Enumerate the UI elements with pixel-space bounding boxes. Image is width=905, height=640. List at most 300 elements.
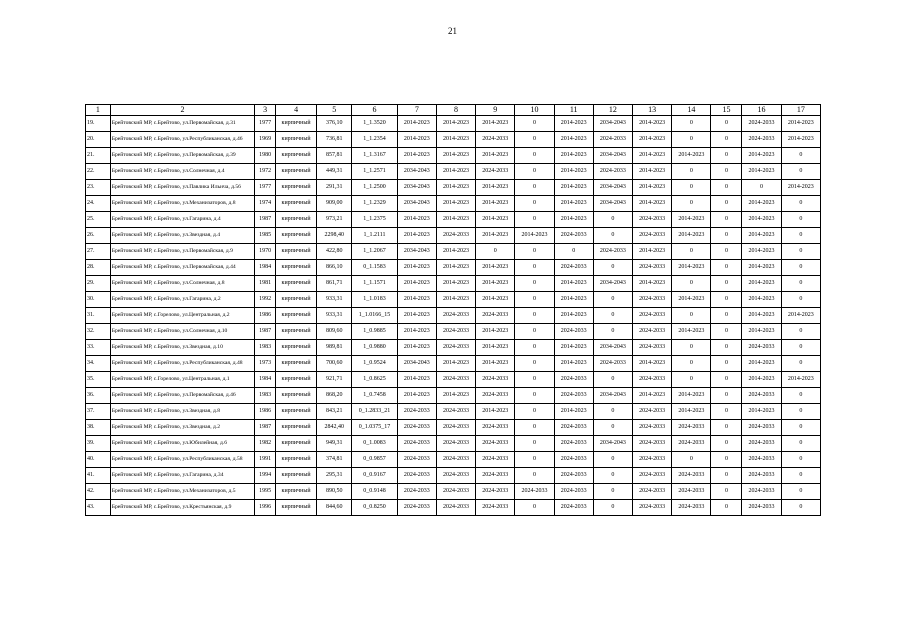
table-cell: 1992 <box>255 292 276 308</box>
table-cell: 2014-2023 <box>436 164 475 180</box>
table-cell: 1987 <box>255 212 276 228</box>
table-cell: 843,21 <box>317 404 352 420</box>
table-cell: 376,10 <box>317 116 352 132</box>
table-cell: 2014-2023 <box>633 180 672 196</box>
table-cell: 2014-2023 <box>781 372 820 388</box>
table-cell: 933,31 <box>317 292 352 308</box>
table-cell: 2024-2033 <box>672 420 711 436</box>
table-cell: 2014-2023 <box>436 260 475 276</box>
table-cell: 2014-2023 <box>781 308 820 324</box>
table-cell: 0 <box>672 356 711 372</box>
table-cell: кирпичный <box>275 228 316 244</box>
table-cell: 2024-2033 <box>593 164 632 180</box>
table-cell: 2024-2033 <box>633 308 672 324</box>
table-cell: кирпичный <box>275 324 316 340</box>
table-cell: 2024-2033 <box>554 500 593 516</box>
table-cell: 0_1.0375_17 <box>352 420 397 436</box>
table-cell: 2014-2023 <box>397 116 436 132</box>
table-cell: 1981 <box>255 276 276 292</box>
table-cell: 861,71 <box>317 276 352 292</box>
table-row <box>86 132 821 148</box>
table-cell: 2842,40 <box>317 420 352 436</box>
table-cell: 2024-2033 <box>436 340 475 356</box>
table-cell: 2024-2033 <box>397 436 436 452</box>
address-cell: Брейтовский МР, с.Брейтово, ул.Республиканская, д.58 <box>110 452 255 468</box>
table-cell: 2024-2033 <box>436 468 475 484</box>
table-cell: 0 <box>515 452 554 468</box>
table-cell: 2024-2033 <box>633 500 672 516</box>
row-number-cell: 36. <box>86 388 111 404</box>
table-cell: 0 <box>781 276 820 292</box>
table-cell: 2014-2023 <box>742 228 781 244</box>
address-cell: Брейтовский МР, с.Брейтово, ул.Первомайская, д.39 <box>110 148 255 164</box>
table-cell: 2014-2023 <box>633 148 672 164</box>
row-number-cell: 37. <box>86 404 111 420</box>
table-cell: 1_1.2375 <box>352 212 397 228</box>
table-cell: 1_1.2067 <box>352 244 397 260</box>
table-cell: 0_0.9857 <box>352 452 397 468</box>
table-cell: кирпичный <box>275 148 316 164</box>
table-cell: 2014-2023 <box>554 196 593 212</box>
table-cell: 0 <box>711 180 742 196</box>
table-cell: 0 <box>672 372 711 388</box>
address-cell: Брейтовский МР, с.Брейтово, ул.Механизаторов, д.8 <box>110 196 255 212</box>
row-number-cell: 40. <box>86 452 111 468</box>
address-cell: Брейтовский МР, с.Брейтово, ул.Гагарина, д.4 <box>110 212 255 228</box>
table-cell: 2014-2023 <box>436 244 475 260</box>
table-cell: 2014-2023 <box>476 292 515 308</box>
row-number-cell: 28. <box>86 260 111 276</box>
table-cell: 2024-2033 <box>633 260 672 276</box>
table-cell: 0_0.9167 <box>352 468 397 484</box>
table-cell: 2034-2043 <box>397 244 436 260</box>
table-cell: 2024-2033 <box>672 468 711 484</box>
table-cell: 2014-2023 <box>436 148 475 164</box>
table-cell: 2014-2023 <box>742 292 781 308</box>
table-cell: 921,71 <box>317 372 352 388</box>
table-cell: 0 <box>515 276 554 292</box>
table-cell: 2014-2023 <box>781 132 820 148</box>
table-cell: 844,60 <box>317 500 352 516</box>
table-cell: 1_0.8625 <box>352 372 397 388</box>
table-cell: 2014-2023 <box>476 212 515 228</box>
address-cell: Брейтовский МР, с.Брейтово, ул.Республиканская, д.48 <box>110 356 255 372</box>
table-cell: 2034-2043 <box>593 116 632 132</box>
table-cell: 0 <box>711 164 742 180</box>
table-cell: 2034-2043 <box>397 196 436 212</box>
table-cell: 2024-2033 <box>633 228 672 244</box>
table-cell: кирпичный <box>275 340 316 356</box>
table-cell: 2014-2023 <box>633 388 672 404</box>
row-number-cell: 26. <box>86 228 111 244</box>
table-cell: кирпичный <box>275 164 316 180</box>
table-cell: 0 <box>711 340 742 356</box>
table-cell: 1995 <box>255 484 276 500</box>
table-cell: 0 <box>515 324 554 340</box>
table-cell: 736,81 <box>317 132 352 148</box>
table-cell: 0 <box>593 420 632 436</box>
table-cell: 1987 <box>255 324 276 340</box>
row-number-cell: 31. <box>86 308 111 324</box>
table-cell: 0 <box>515 404 554 420</box>
table-cell: 2014-2023 <box>554 340 593 356</box>
table-cell: 2024-2033 <box>554 372 593 388</box>
table-cell: 2014-2023 <box>742 164 781 180</box>
table-cell: 1984 <box>255 260 276 276</box>
column-header: 3 <box>255 105 276 116</box>
table-cell: 1977 <box>255 116 276 132</box>
column-header: 13 <box>633 105 672 116</box>
table-cell: 2014-2023 <box>633 356 672 372</box>
table-cell: 0 <box>711 452 742 468</box>
table-cell: 2024-2033 <box>554 468 593 484</box>
address-cell: Брейтовский МР, с.Брейтово, ул.Солнечная, д.4 <box>110 164 255 180</box>
table-cell: 0 <box>711 420 742 436</box>
table-cell: 0 <box>593 404 632 420</box>
table-cell: 0 <box>672 196 711 212</box>
table-cell: 2024-2033 <box>476 388 515 404</box>
table-cell: 0 <box>781 420 820 436</box>
table-cell: 2014-2023 <box>672 324 711 340</box>
table-cell: 2014-2023 <box>554 356 593 372</box>
table-cell: 374,81 <box>317 452 352 468</box>
table-cell: 2024-2033 <box>633 212 672 228</box>
table-cell: 2014-2023 <box>742 324 781 340</box>
table-cell: 2014-2023 <box>476 324 515 340</box>
table-cell: 1_1.2571 <box>352 164 397 180</box>
table-cell: 2014-2023 <box>476 404 515 420</box>
row-number-cell: 35. <box>86 372 111 388</box>
table-cell: 0 <box>672 452 711 468</box>
table-cell: 0 <box>711 324 742 340</box>
table-cell: 2024-2033 <box>436 500 475 516</box>
table-cell: 2024-2033 <box>633 420 672 436</box>
table-cell: 2024-2033 <box>633 452 672 468</box>
table-cell: 2024-2033 <box>672 436 711 452</box>
table-row <box>86 244 821 260</box>
table-cell: 0 <box>711 148 742 164</box>
table-cell: кирпичный <box>275 260 316 276</box>
table-cell: кирпичный <box>275 500 316 516</box>
table-cell: 2014-2023 <box>742 260 781 276</box>
table-cell: 2014-2023 <box>672 292 711 308</box>
table-cell: 2014-2023 <box>436 356 475 372</box>
table-cell: 2014-2023 <box>742 148 781 164</box>
table-cell: 1_1.2354 <box>352 132 397 148</box>
table-cell: 2014-2023 <box>554 116 593 132</box>
table-cell: 0 <box>515 500 554 516</box>
table-row <box>86 164 821 180</box>
table-cell: 2034-2043 <box>593 148 632 164</box>
table-header-row <box>86 105 821 116</box>
table-cell: 0 <box>711 116 742 132</box>
table-cell: 0 <box>672 340 711 356</box>
table-cell: 2014-2023 <box>436 212 475 228</box>
table-cell: 2024-2033 <box>397 468 436 484</box>
table-cell: кирпичный <box>275 196 316 212</box>
table-cell: 2014-2023 <box>742 356 781 372</box>
table-cell: 1_1.1571 <box>352 276 397 292</box>
column-header: 10 <box>515 105 554 116</box>
table-cell: 2024-2033 <box>633 404 672 420</box>
table-cell: кирпичный <box>275 276 316 292</box>
table-cell: 2024-2033 <box>633 484 672 500</box>
row-number-cell: 39. <box>86 436 111 452</box>
table-cell: 0 <box>711 388 742 404</box>
table-cell: 2034-2043 <box>593 196 632 212</box>
table-row <box>86 228 821 244</box>
table-row <box>86 292 821 308</box>
table-cell: 295,31 <box>317 468 352 484</box>
table-cell: 0 <box>711 404 742 420</box>
table-cell: 1983 <box>255 388 276 404</box>
table-cell: кирпичный <box>275 244 316 260</box>
table-cell: 2014-2023 <box>742 372 781 388</box>
table-cell: 0 <box>515 116 554 132</box>
table-cell: 0_1.1583 <box>352 260 397 276</box>
table-cell: 1986 <box>255 404 276 420</box>
table-row <box>86 180 821 196</box>
table-cell: 2014-2023 <box>397 388 436 404</box>
table-cell: 2014-2023 <box>436 132 475 148</box>
address-cell: Брейтовский МР, с.Брейтово, ул.Республиканская, д.46 <box>110 132 255 148</box>
address-cell: Брейтовский МР, с.Брейтово, ул.Звездная, д.4 <box>110 228 255 244</box>
table-cell: 2024-2033 <box>397 452 436 468</box>
table-cell: 2034-2043 <box>397 356 436 372</box>
table-cell: 0 <box>515 164 554 180</box>
table-cell: 2024-2033 <box>593 244 632 260</box>
address-cell: Брейтовский МР, с.Брейтово, ул.Крестьянская, д.9 <box>110 500 255 516</box>
row-number-cell: 27. <box>86 244 111 260</box>
table-cell: кирпичный <box>275 292 316 308</box>
table-cell: 0 <box>711 436 742 452</box>
table-cell: 2014-2023 <box>476 340 515 356</box>
table-cell: 2024-2033 <box>742 132 781 148</box>
table-cell: 1970 <box>255 244 276 260</box>
table-cell: 1_1.3520 <box>352 116 397 132</box>
table-cell: 2034-2043 <box>593 436 632 452</box>
table-cell: кирпичный <box>275 484 316 500</box>
table-cell: 0 <box>781 500 820 516</box>
table-cell: 0 <box>781 484 820 500</box>
table-cell: 2014-2023 <box>742 276 781 292</box>
table-cell: 0 <box>711 484 742 500</box>
row-number-cell: 42. <box>86 484 111 500</box>
table-cell: 2014-2023 <box>436 180 475 196</box>
address-cell: Брейтовский МР, с.Брейтово, ул.Первомайская, д.9 <box>110 244 255 260</box>
column-header: 5 <box>317 105 352 116</box>
table-cell: 0 <box>781 260 820 276</box>
table-cell: 1977 <box>255 180 276 196</box>
table-cell: 2024-2033 <box>554 420 593 436</box>
table-row <box>86 468 821 484</box>
table-cell: 2014-2023 <box>633 276 672 292</box>
column-header: 6 <box>352 105 397 116</box>
row-number-cell: 41. <box>86 468 111 484</box>
table-cell: 1_0.9885 <box>352 324 397 340</box>
table-cell: 1_1.3167 <box>352 148 397 164</box>
row-number-cell: 25. <box>86 212 111 228</box>
table-row <box>86 260 821 276</box>
table-cell: 2024-2033 <box>476 500 515 516</box>
table-cell: 973,21 <box>317 212 352 228</box>
column-header: 16 <box>742 105 781 116</box>
table-cell: 0 <box>554 244 593 260</box>
table-cell: 2014-2023 <box>672 388 711 404</box>
document-table-container <box>85 104 821 516</box>
table-cell: 2014-2023 <box>672 148 711 164</box>
table-cell: 1980 <box>255 148 276 164</box>
table-cell: 0 <box>711 228 742 244</box>
table-cell: 2024-2033 <box>742 420 781 436</box>
table-cell: 0 <box>711 468 742 484</box>
table-cell: 2034-2043 <box>593 388 632 404</box>
table-cell: 2034-2043 <box>397 180 436 196</box>
housing-repair-schedule-table <box>85 104 821 516</box>
table-cell: 2014-2023 <box>742 308 781 324</box>
address-cell: Брейтовский МР, с.Брейтово, ул.Звездная, д.8 <box>110 404 255 420</box>
table-cell: 2024-2033 <box>742 468 781 484</box>
table-cell: 2014-2023 <box>436 116 475 132</box>
table-cell: 2014-2023 <box>742 212 781 228</box>
table-cell: 2014-2023 <box>672 228 711 244</box>
table-cell: 2014-2023 <box>633 196 672 212</box>
table-cell: кирпичный <box>275 180 316 196</box>
table-cell: 2014-2023 <box>476 228 515 244</box>
table-cell: 0 <box>593 292 632 308</box>
table-cell: 0 <box>672 180 711 196</box>
table-cell: 2014-2023 <box>672 260 711 276</box>
table-cell: 1_1.0183 <box>352 292 397 308</box>
table-cell: 0 <box>781 164 820 180</box>
table-cell: 700,60 <box>317 356 352 372</box>
table-cell: 2014-2023 <box>554 148 593 164</box>
table-cell: 0 <box>711 244 742 260</box>
table-row <box>86 436 821 452</box>
table-cell: 0 <box>781 228 820 244</box>
table-cell: 2014-2023 <box>554 404 593 420</box>
table-cell: 0 <box>781 388 820 404</box>
table-cell: 0 <box>711 308 742 324</box>
table-cell: 2024-2033 <box>593 356 632 372</box>
table-cell: 2024-2033 <box>436 372 475 388</box>
column-header: 11 <box>554 105 593 116</box>
row-number-cell: 30. <box>86 292 111 308</box>
table-row <box>86 116 821 132</box>
address-cell: Брейтовский МР, с.Брейтово, ул.Первомайская, д.31 <box>110 116 255 132</box>
table-cell: 1996 <box>255 500 276 516</box>
table-cell: 2024-2033 <box>397 420 436 436</box>
table-cell: 0 <box>593 468 632 484</box>
table-cell: 2014-2023 <box>554 292 593 308</box>
address-cell: Брейтовский МР, с.Брейтово, ул.Механизаторов, д.5 <box>110 484 255 500</box>
table-cell: 2024-2033 <box>554 452 593 468</box>
table-cell: 2014-2023 <box>672 404 711 420</box>
table-cell: 2014-2023 <box>476 356 515 372</box>
table-row <box>86 340 821 356</box>
address-cell: Брейтовский МР, с.Брейтово, ул.Звездная, д.10 <box>110 340 255 356</box>
table-cell: 2024-2033 <box>742 116 781 132</box>
row-number-cell: 19. <box>86 116 111 132</box>
table-cell: 2024-2033 <box>742 484 781 500</box>
column-header: 4 <box>275 105 316 116</box>
table-cell: 0 <box>781 212 820 228</box>
table-cell: 2024-2033 <box>397 404 436 420</box>
address-cell: Брейтовский МР, с.Брейтово, ул.Первомайская, д.46 <box>110 388 255 404</box>
table-cell: кирпичный <box>275 116 316 132</box>
column-header: 12 <box>593 105 632 116</box>
table-cell: 2024-2033 <box>554 436 593 452</box>
table-cell: 0 <box>593 308 632 324</box>
table-cell: 2024-2033 <box>476 372 515 388</box>
table-row <box>86 324 821 340</box>
table-cell: 0 <box>781 196 820 212</box>
table-cell: 2024-2033 <box>633 324 672 340</box>
address-cell: Брейтовский МР, с.Горелово, ул.Центральная, д.1 <box>110 372 255 388</box>
table-cell: 2024-2033 <box>742 340 781 356</box>
table-cell: 2024-2033 <box>476 164 515 180</box>
row-number-cell: 21. <box>86 148 111 164</box>
table-cell: 1_1.2111 <box>352 228 397 244</box>
table-cell: кирпичный <box>275 436 316 452</box>
table-cell: 0_1.0083 <box>352 436 397 452</box>
table-cell: 0 <box>711 212 742 228</box>
table-cell: 2034-2043 <box>397 164 436 180</box>
table-cell: 0 <box>593 484 632 500</box>
table-cell: 2014-2023 <box>397 324 436 340</box>
table-cell: 2014-2023 <box>476 116 515 132</box>
table-cell: 0 <box>593 324 632 340</box>
table-cell: 0 <box>515 308 554 324</box>
table-cell: 0 <box>593 372 632 388</box>
table-cell: 0 <box>593 500 632 516</box>
row-number-cell: 32. <box>86 324 111 340</box>
table-cell: 2024-2033 <box>476 132 515 148</box>
row-number-cell: 22. <box>86 164 111 180</box>
table-cell: 0 <box>781 436 820 452</box>
table-cell: 1982 <box>255 436 276 452</box>
table-cell: 2014-2023 <box>672 212 711 228</box>
address-cell: Брейтовский МР, с.Брейтово, ул.Юбилейная, д.6 <box>110 436 255 452</box>
table-cell: кирпичный <box>275 308 316 324</box>
table-row <box>86 212 821 228</box>
table-cell: 0 <box>515 212 554 228</box>
table-cell: 2014-2023 <box>476 148 515 164</box>
table-cell: 0 <box>593 212 632 228</box>
table-cell: 0 <box>742 180 781 196</box>
table-cell: 2014-2023 <box>397 340 436 356</box>
column-header: 9 <box>476 105 515 116</box>
table-cell: 2024-2033 <box>476 484 515 500</box>
table-cell: 2014-2023 <box>554 180 593 196</box>
table-body <box>86 116 821 516</box>
table-row <box>86 388 821 404</box>
table-cell: 2024-2033 <box>742 500 781 516</box>
table-cell: 2014-2023 <box>476 260 515 276</box>
table-cell: 2024-2033 <box>672 484 711 500</box>
table-cell: 0_0.9148 <box>352 484 397 500</box>
table-cell: 0 <box>672 244 711 260</box>
table-row <box>86 452 821 468</box>
table-cell: 2024-2033 <box>476 452 515 468</box>
table-cell: 2298,40 <box>317 228 352 244</box>
address-cell: Брейтовский МР, с.Брейтово, ул.Солнечная, д.10 <box>110 324 255 340</box>
table-cell: 0 <box>711 260 742 276</box>
table-cell: 0 <box>781 292 820 308</box>
table-cell: 2014-2023 <box>397 148 436 164</box>
table-cell: 2024-2033 <box>633 372 672 388</box>
table-cell: 422,80 <box>317 244 352 260</box>
